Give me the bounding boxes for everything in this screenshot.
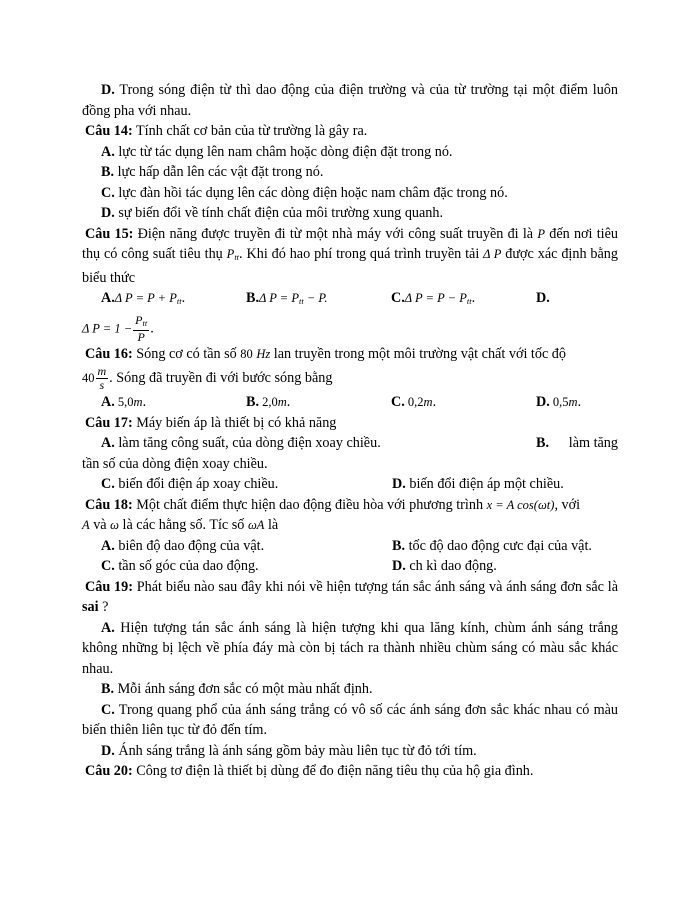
q19-option-c: C. Trong quang phổ của ánh sáng trắng có vô số các ánh sáng đơn sắc khác nhau có màu biến thiên liên tục từ đỏ đến tím.	[82, 701, 618, 739]
q16-option-c: C. 0,2m.	[391, 394, 437, 411]
fraction: $\frac{P_{tt}}{P}$	[135, 312, 148, 344]
fraction: $\frac{m}{s}$	[97, 364, 107, 393]
q14-stem	[82, 121, 618, 142]
option-label: D.	[101, 82, 115, 98]
exam-page	[82, 80, 618, 782]
q16-options-row	[82, 392, 618, 413]
q14-option-c: C. lực đàn hồi tác dụng lên các dòng điện hoặc nam châm đặc trong nó.	[101, 184, 508, 201]
question-label: Câu 14:	[85, 123, 133, 139]
q15-option-b: B.Δ $P = P_{tt} - P$.	[246, 290, 328, 306]
q19-option-b: B. Mỗi ánh sáng đơn sắc có một màu nhất định.	[101, 681, 373, 698]
q17-option-b-cont: tần số của dòng điện xoay chiều.	[82, 455, 268, 472]
q18-option-b: B. tốc độ dao động cưc đại của vật.	[392, 537, 592, 554]
q16-option-b: B. 2,0m.	[246, 394, 291, 411]
q17-option-b: B. làm tăng	[536, 435, 618, 452]
question-text: Tính chất cơ bản của từ trường là gây ra.	[132, 123, 368, 139]
q15-stem: Câu 15: Điện năng được truyền đi từ một nhà máy với công suất truyền đi là P đến nơi tiêu thụ có công suất tiêu thụ $P_{tt}$. Khi đó hao phí trong quá trình truyền tải Δ P được xác định bằng biểu thức	[82, 225, 618, 286]
q14-option-d: D. sự biến đổi về tính chất điện của môi trường xung quanh.	[101, 205, 444, 221]
q18-options-row2	[82, 556, 618, 577]
q13-option-d	[82, 80, 618, 121]
q17-option-d: D. biến đổi điện áp một chiều.	[392, 476, 564, 493]
q16-option-d: D. 0,5m.	[536, 394, 582, 411]
q16-option-a: A. 5,0m.	[101, 394, 147, 411]
q19-stem: Câu 19: Phát biểu nào sau đây khi nói về hiện tượng tán sắc ánh sáng và ánh sáng đơn sắc là sai ?	[82, 578, 618, 616]
q17-options-row2	[82, 474, 618, 495]
q18-option-d: D. ch kì dao động.	[392, 558, 497, 575]
q18-stem: Câu 18: Một chất điểm thực hiện dao động điều hòa với phương trình x = A cos(ωt), với A và ω là các hằng số. Tíc số ωA là	[82, 496, 581, 534]
q18-option-c: C. tần số góc của dao động.	[101, 558, 259, 575]
q17-stem: Câu 17: Máy biến áp là thiết bị có khả năng	[85, 414, 337, 431]
q15-option-a: A.Δ $P = P + P_{tt}$.	[101, 290, 186, 306]
q15-option-c: C.Δ $P = P - P_{tt}$.	[391, 290, 476, 306]
q18-option-a: A. biên độ dao động của vật.	[101, 537, 265, 554]
q17-option-c: C. biến đổi điện áp xoay chiều.	[101, 476, 279, 493]
option-text: Trong sóng điện từ thì dao động của điện trường và của từ trường tại một điểm luôn đồng pha với nhau.	[82, 82, 618, 119]
q14-option-b: B. lực hấp dẫn lên các vật đặt trong nó.	[101, 164, 324, 180]
q14-option-a: A. lực từ tác dụng lên nam châm hoặc dòng điện đặt trong nó.	[101, 143, 453, 160]
q18-options-row1	[82, 536, 618, 557]
q16-stem-cont: 40 $\frac{m}{s}$ . Sóng đã truyền đi với bước sóng bằng	[82, 364, 333, 393]
q16-stem: Câu 16: Sóng cơ có tần số 80 Hz lan truyền trong một môi trường vật chất với tốc độ	[85, 345, 566, 362]
q15-options-row	[82, 288, 618, 312]
q17-option-a: A. làm tăng công suất, của dòng điện xoay chiều.	[101, 435, 381, 452]
q20-stem: Câu 20: Công tơ điện là thiết bị dùng để đo điện năng tiêu thụ của hộ gia đình.	[85, 763, 534, 780]
q15-option-d-label: D.	[536, 290, 550, 306]
q19-option-d: D. Ánh sáng trắng là ánh sáng gồm bảy màu liên tục từ đỏ tới tím.	[101, 742, 477, 759]
q17-options-row1	[82, 433, 618, 454]
q19-option-a: A. Hiện tượng tán sắc ánh sáng là hiện tượng khi qua lăng kính, chùm ánh sáng trắng không những bị lệch về phía đáy mà còn bị tách ra thành nhiều chùm sáng có màu sắc khác nhau.	[82, 619, 618, 677]
q15-option-d-formula: Δ P = 1 − $\frac{P_{tt}}{P}$ .	[82, 312, 154, 344]
